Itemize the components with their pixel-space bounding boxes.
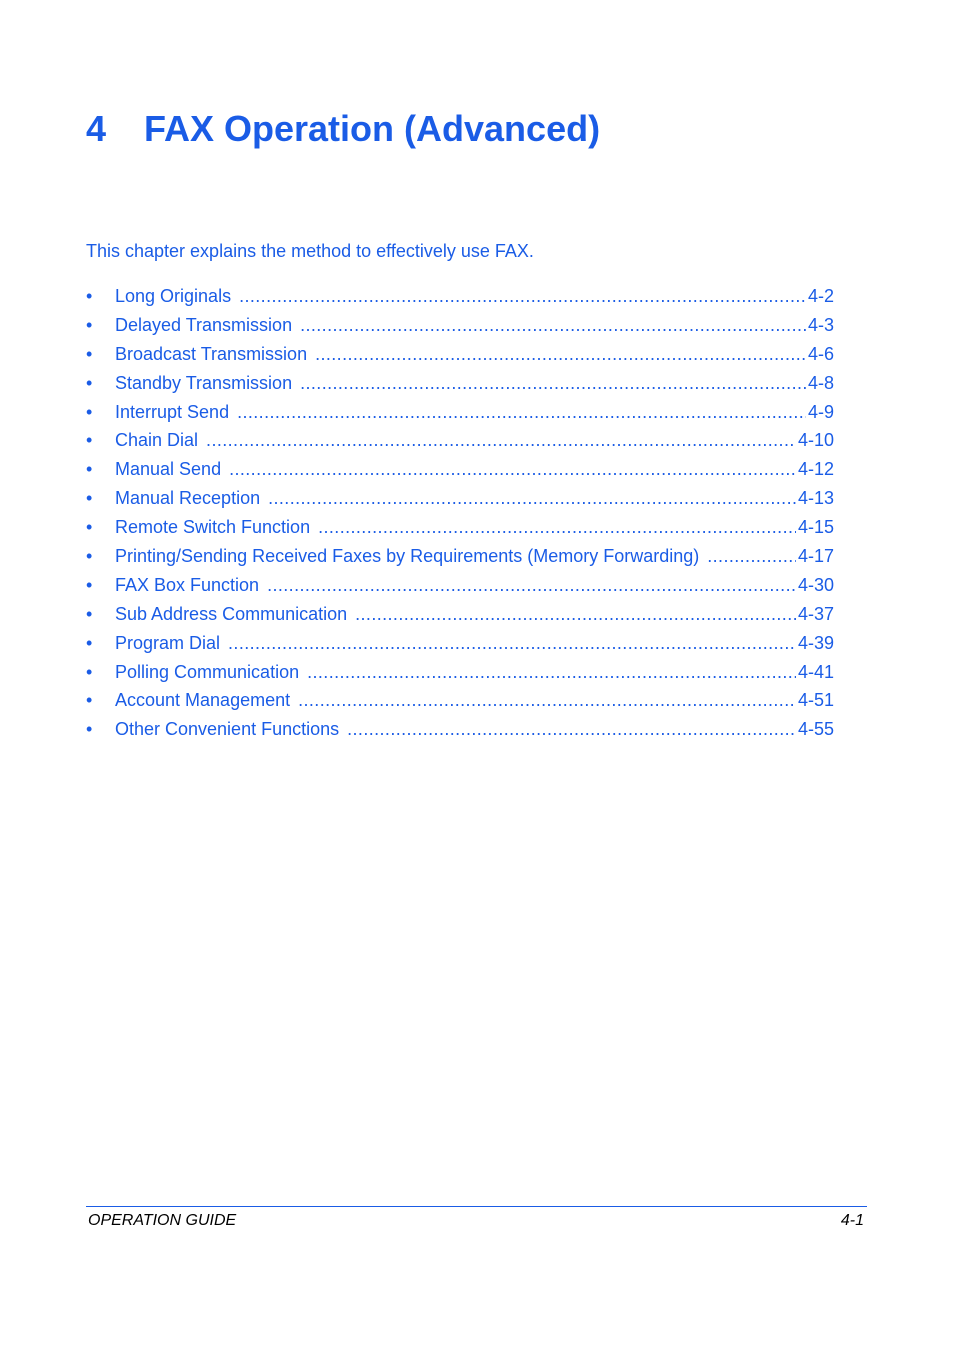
toc-entry-title: Account Management xyxy=(115,690,291,711)
dot-leader xyxy=(228,632,796,654)
toc-entry-page: 4-2 xyxy=(807,286,834,306)
bullet-icon: • xyxy=(86,286,93,306)
toc-entry[interactable] xyxy=(86,603,834,632)
toc-entry[interactable] xyxy=(86,401,834,430)
dot-leader xyxy=(298,689,796,711)
toc-entry-page: 4-10 xyxy=(797,430,834,451)
toc-entry-title: Interrupt Send xyxy=(115,401,230,422)
toc-entry[interactable] xyxy=(86,314,834,343)
toc-entry-title: Sub Address Communication xyxy=(115,603,348,624)
toc-entry[interactable] xyxy=(86,516,834,545)
dot-leader xyxy=(229,458,796,480)
chapter-intro: This chapter explains the method to effectively use FAX. xyxy=(86,241,534,261)
toc-entry[interactable] xyxy=(86,372,834,401)
toc-entry[interactable] xyxy=(86,661,834,690)
toc-entry[interactable] xyxy=(86,343,834,372)
dot-leader xyxy=(267,574,796,596)
chapter-title: FAX Operation (Advanced) xyxy=(144,108,601,149)
toc-entry-page: 4-15 xyxy=(797,517,834,538)
toc-entry-page: 4-41 xyxy=(797,661,834,682)
dot-leader xyxy=(315,343,806,365)
bullet-icon: • xyxy=(86,343,93,364)
footer-guide-title: OPERATION GUIDE xyxy=(88,1212,237,1229)
toc-entry[interactable] xyxy=(86,718,834,747)
dot-leader xyxy=(268,487,796,509)
toc-entry[interactable] xyxy=(86,458,834,487)
toc-entry-title: Program Dial xyxy=(115,632,221,653)
dot-leader xyxy=(239,285,806,307)
dot-leader xyxy=(355,603,796,625)
toc-entry[interactable] xyxy=(86,689,834,718)
bullet-icon: • xyxy=(86,401,93,422)
toc-entry-page: 4-17 xyxy=(797,546,834,567)
toc-entry-title: Manual Reception xyxy=(115,488,261,509)
toc-entry[interactable] xyxy=(86,429,834,458)
toc-entry-page: 4-12 xyxy=(797,459,834,480)
dot-leader xyxy=(707,545,796,567)
toc-entry[interactable] xyxy=(86,285,834,314)
toc-entry-page: 4-13 xyxy=(797,488,834,509)
toc-entry-title: Standby Transmission xyxy=(115,372,293,393)
toc-entry-title: Long Originals xyxy=(115,286,232,306)
toc-entry-title: Other Convenient Functions xyxy=(115,719,340,740)
bullet-icon: • xyxy=(86,574,93,595)
dot-leader xyxy=(300,372,806,394)
chapter-number: 4 xyxy=(86,108,107,149)
toc-entry-page: 4-37 xyxy=(797,603,834,624)
toc-entry-title: FAX Box Function xyxy=(115,574,260,595)
bullet-icon: • xyxy=(86,517,93,538)
toc-entry-page: 4-8 xyxy=(807,372,834,393)
bullet-icon: • xyxy=(86,430,93,451)
footer-page-number: 4-1 xyxy=(840,1212,864,1229)
dot-leader xyxy=(347,718,796,740)
toc-entry-title: Polling Communication xyxy=(115,661,300,682)
bullet-icon: • xyxy=(86,314,93,335)
toc-entry-title: Delayed Transmission xyxy=(115,314,293,335)
dot-leader xyxy=(300,314,806,336)
bullet-icon: • xyxy=(86,632,93,653)
table-of-contents xyxy=(86,285,834,747)
toc-entry-title: Remote Switch Function xyxy=(115,517,311,538)
bullet-icon: • xyxy=(86,459,93,480)
bullet-icon: • xyxy=(86,546,93,567)
toc-entry-page: 4-55 xyxy=(797,719,834,740)
footer-divider xyxy=(86,1206,867,1207)
chapter-heading xyxy=(86,104,600,154)
toc-entry-title: Printing/Sending Received Faxes by Requirements (Memory Forwarding) xyxy=(115,546,700,567)
bullet-icon: • xyxy=(86,372,93,393)
bullet-icon: • xyxy=(86,690,93,711)
dot-leader xyxy=(318,516,796,538)
toc-entry-page: 4-39 xyxy=(797,632,834,653)
toc-entry-page: 4-51 xyxy=(797,690,834,711)
dot-leader xyxy=(206,429,796,451)
toc-entry[interactable] xyxy=(86,545,834,574)
toc-entry-title: Broadcast Transmission xyxy=(115,343,308,364)
toc-entry-page: 4-30 xyxy=(797,574,834,595)
bullet-icon: • xyxy=(86,661,93,682)
bullet-icon: • xyxy=(86,719,93,740)
toc-entry[interactable] xyxy=(86,574,834,603)
toc-entry-page: 4-6 xyxy=(807,343,834,364)
dot-leader xyxy=(237,401,806,423)
toc-entry-title: Manual Send xyxy=(115,459,222,480)
toc-entry-title: Chain Dial xyxy=(115,430,199,451)
toc-entry-page: 4-3 xyxy=(807,314,834,335)
toc-entry[interactable] xyxy=(86,487,834,516)
toc-entry-page: 4-9 xyxy=(807,401,834,422)
bullet-icon: • xyxy=(86,488,93,509)
dot-leader xyxy=(307,661,796,683)
bullet-icon: • xyxy=(86,603,93,624)
toc-entry[interactable] xyxy=(86,632,834,661)
